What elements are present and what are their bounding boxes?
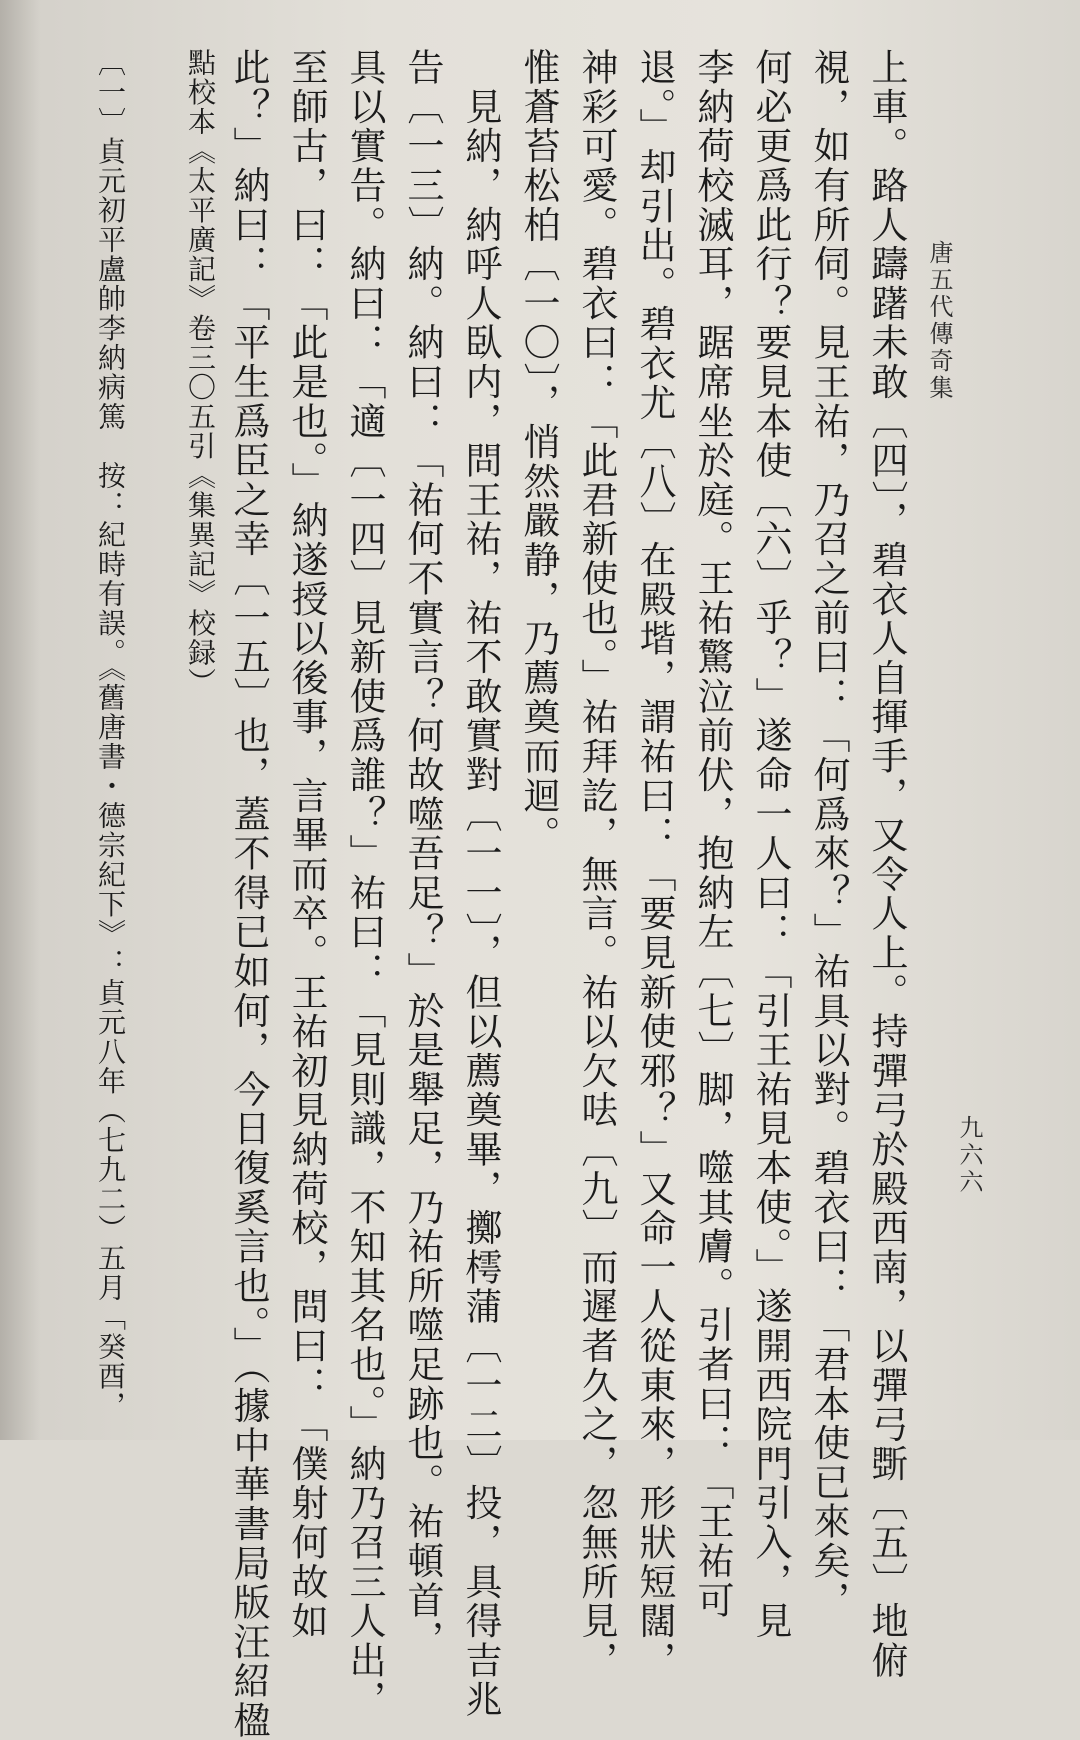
- text-line-1: 上車。路人躊躇未敢〔四〕，碧衣人自揮手，又令人上。持彈弓於殿西南，以彈弓斲〔五〕地俯: [865, 48, 908, 1681]
- text-line-4: 李納荷校滅耳，踞席坐於庭。王祐驚泣前伏，抱納左〔七〕脚，噬其膚。引者曰：「王祐可: [691, 48, 734, 1620]
- page-number: 九六六: [955, 1115, 983, 1196]
- running-header-title: 唐五代傳奇集: [925, 240, 953, 402]
- text-line-2: 視，如有所伺。見王祐，乃召之前曰：「何爲來？」祐具以對。碧衣曰：「君本使已來矣，: [807, 48, 850, 1620]
- text-line-7: 惟蒼苔松柏〔一〇〕，悄然嚴静，乃薦奠而迴。: [517, 48, 560, 855]
- text-line-8: 見納，納呼人臥内，問王祐，祐不敢實對〔一一〕，但以薦奠畢，擲樗蒲〔一二〕投，具得吉兆: [459, 48, 502, 1720]
- note-line-2: 〔一〕貞元初平盧帥李納病篤 按：紀時有誤。《舊唐書・德宗紀下》：貞元八年（七九二）五月「癸酉，: [94, 48, 127, 1421]
- page-gutter-shadow: [0, 0, 40, 1440]
- text-line-5: 退。」却引出。碧衣尤〔八〕在殿堦，謂祐曰：「要見新使邪？」又命一人從東來，形狀短闊，: [633, 48, 676, 1681]
- text-line-10: 具以實告。納曰：「適〔一四〕見新使爲誰？」祐曰：「見則識，不知其名也。」納乃召三人出，: [343, 48, 386, 1720]
- text-line-9: 告〔一三〕納。納曰：「祐何不實言？何故噬吾足？」於是舉足，乃祐所噬足跡也。祐頓首，: [401, 48, 444, 1660]
- text-line-6: 神彩可愛。碧衣曰：「此君新使也。」祐拜訖，無言。祐以欠呿〔九〕而遲者久之，忽無所見，: [575, 48, 618, 1681]
- text-line-12: 此？」納曰：「平生爲臣之幸〔一五〕也，蓋不得已如何，今日復奚言也。」（據中華書局版汪紹楹: [227, 48, 270, 1740]
- text-line-11: 至師古，曰：「此是也。」納遂授以後事，言畢而卒。王祐初見納荷校，問曰：「僕射何故如: [285, 48, 328, 1641]
- text-line-3: 何必更爲此行？要見本使〔六〕乎？」遂命一人曰：「引王祐見本使。」遂開西院門引入，見: [749, 48, 792, 1641]
- note-line-1: 點校本《太平廣記》卷三〇五引《集異記》校録）: [184, 48, 217, 697]
